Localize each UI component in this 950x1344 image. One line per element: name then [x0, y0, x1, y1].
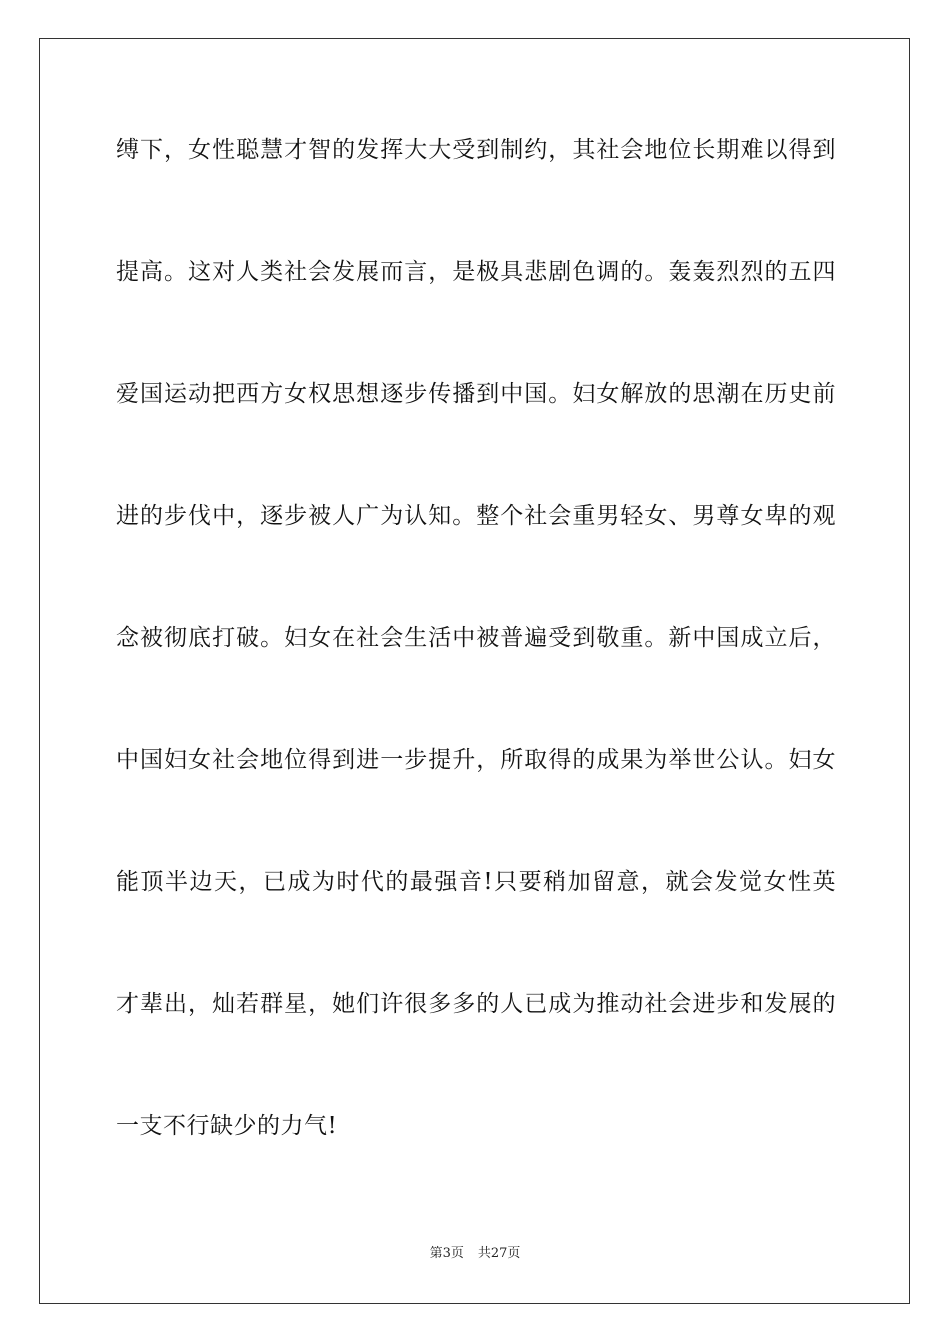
- paragraph-line: 才辈出，灿若群星，她们许很多多的人已成为推动社会进步和发展的: [116, 991, 836, 1017]
- paragraph-line: 能顶半边天，已成为时代的最强音!只要稍加留意，就会发觉女性英: [116, 869, 836, 895]
- paragraph-line: 提高。这对人类社会发展而言，是极具悲剧色调的。轰轰烈烈的五四: [116, 259, 836, 285]
- paragraph-line: 爱国运动把西方女权思想逐步传播到中国。妇女解放的思潮在历史前: [116, 381, 836, 407]
- page-total: 共27页: [477, 1246, 521, 1261]
- paragraph-line: 一支不行缺少的力气!: [116, 1113, 338, 1139]
- page-footer: [0, 1245, 950, 1263]
- paragraph-line: 进的步伐中，逐步被人广为认知。整个社会重男轻女、男尊女卑的观: [116, 503, 836, 529]
- paragraph-line: 中国妇女社会地位得到进一步提升，所取得的成果为举世公认。妇女: [116, 747, 836, 773]
- paragraph-line: 缚下，女性聪慧才智的发挥大大受到制约，其社会地位长期难以得到: [116, 137, 836, 163]
- page-number: 第3页: [429, 1246, 464, 1261]
- paragraph-line: 念被彻底打破。妇女在社会生活中被普遍受到敬重。新中国成立后，: [116, 625, 836, 651]
